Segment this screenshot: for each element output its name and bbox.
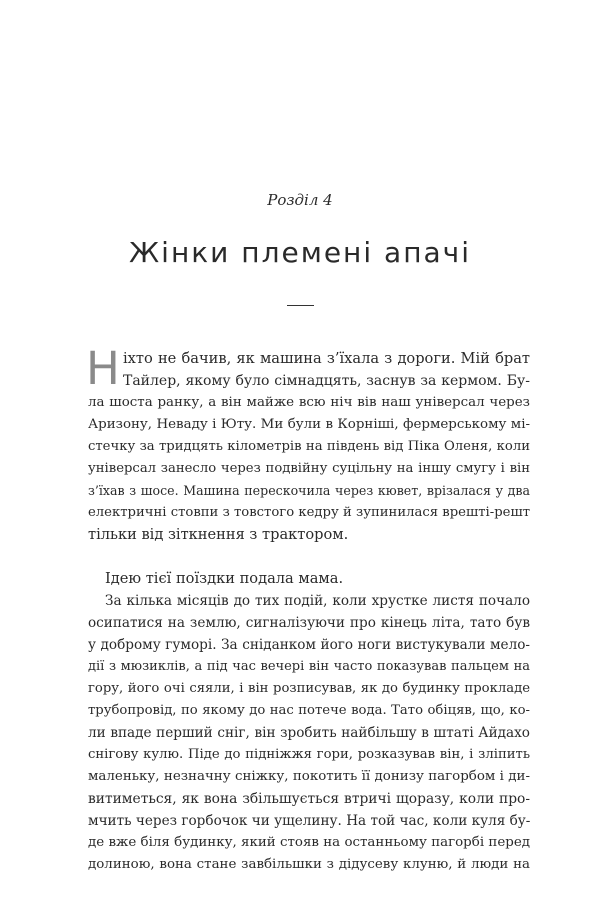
text-line: За кілька місяців до тих подій, коли хрустке листя почало [105, 593, 530, 609]
text-line: мчить через горбочок чи ущелину. На той час, коли куля бу- [88, 813, 531, 829]
text-line: у доброму гуморі. За сніданком його ноги вистукували мело- [88, 637, 530, 653]
text-line: Ідею тієї поїздки подала мама. [105, 570, 344, 587]
text-line: долиною, вона стане завбільшки з дідусеву клуню, й люди на [88, 857, 530, 872]
chapter-label: Розділ 4 [267, 191, 333, 209]
text-line: ли впаде перший сніг, він зробить найбільшу в штаті Айдахо [88, 725, 530, 741]
text-line: осипатися на землю, сигналізуючи про кінець літа, тато був [88, 615, 530, 631]
text-line: де вже біля будинку, який стояв на останньому пагорбі перед [88, 835, 530, 850]
text-line: витиметься, як вона збільшується втричі щоразу, коли про- [88, 791, 530, 807]
text-line: тільки від зіткнення з трактором. [88, 526, 349, 543]
text-line: дії з мюзиклів, а під час вечері він часто показував пальцем на [88, 659, 530, 674]
text-line: електричні стовпи з товстого кедру й зупинилася врешті-решт [88, 505, 530, 520]
text-line: універсал занесло через подвійну суцільну на іншу смугу і він [88, 461, 530, 476]
text-line: гору, його очі сяяли, і він розписував, як до будинку прокладе [88, 681, 530, 696]
text-line: маленьку, незначну сніжку, покотить її донизу пагорбом і ди- [88, 769, 530, 784]
drop-cap: Н [86, 342, 120, 395]
text-line: Тайлер, якому було сімнадцять, заснув за кермом. Бу- [123, 373, 530, 389]
text-line: іхто не бачив, як машина з’їхала з дороги. Мій брат [123, 350, 530, 367]
title-divider [287, 305, 314, 306]
text-line: стечку за тридцять кілометрів на південь від Піка Оленя, коли [88, 439, 530, 454]
chapter-title: Жінки племені апачі [129, 236, 471, 269]
text-line: снігову кулю. Піде до підніжжя гори, розказував він, і зліпить [88, 747, 530, 762]
text-line: ла шоста ранку, а він майже всю ніч вів наш універсал через [88, 395, 530, 410]
text-line: трубопровід, по якому до нас потече вода. Тато обіцяв, що, ко- [88, 703, 530, 718]
text-line: Аризону, Неваду і Юту. Ми були в Корніші, фермерському мі- [88, 417, 530, 432]
text-line: з’їхав з шосе. Машина перескочила через кювет, врізалася у два [88, 483, 530, 498]
